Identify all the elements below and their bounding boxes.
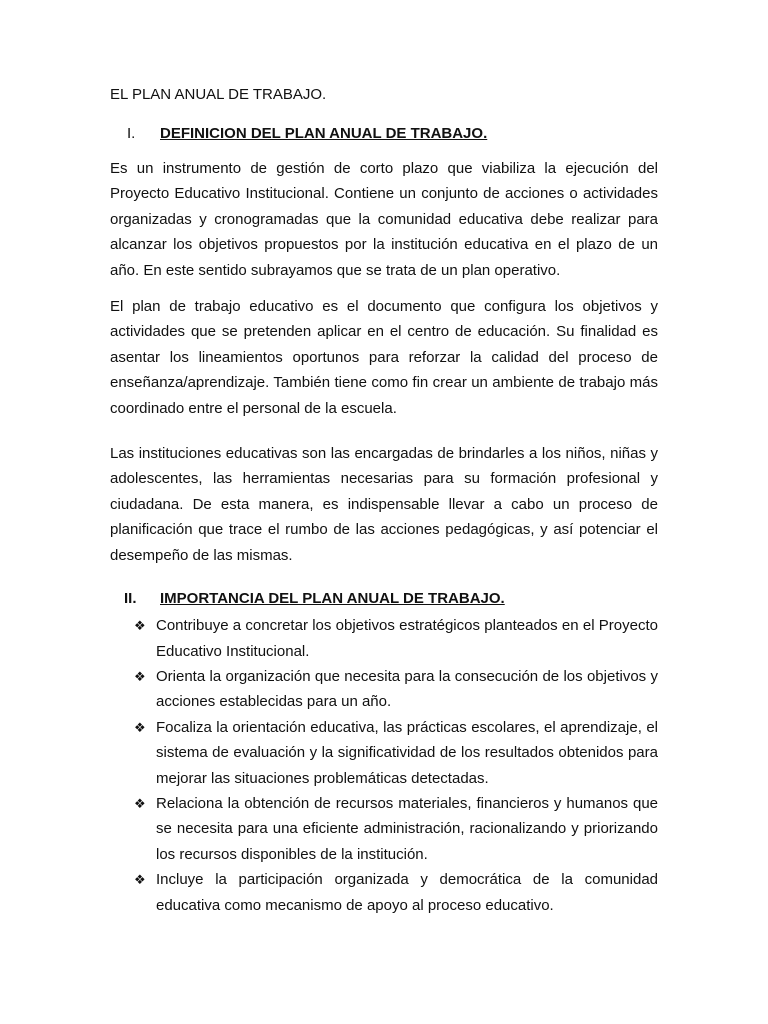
section-2-number: II.	[124, 590, 137, 608]
document-page	[110, 82, 658, 918]
list-item	[110, 867, 658, 918]
section-1-heading	[110, 121, 658, 146]
four-diamond-bullet-icon: ❖	[134, 872, 146, 888]
list-item-text: Focaliza la orientación educativa, las prácticas escolares, el aprendizaje, el sistema de evaluación y la significatividad de los resultados obtenidos para mejorar las situaciones problemáticas detectadas.	[156, 718, 658, 787]
four-diamond-bullet-icon: ❖	[134, 795, 146, 811]
section-1-number: I.	[127, 125, 136, 142]
list-item	[110, 791, 658, 867]
list-item-text: Orienta la organización que necesita para la consecución de los objetivos y acciones establecidas para un año.	[156, 667, 658, 711]
four-diamond-bullet-icon: ❖	[134, 719, 146, 735]
section-1-title: DEFINICION DEL PLAN ANUAL DE TRABAJO.	[160, 125, 488, 142]
list-item-text: Relaciona la obtención de recursos materiales, financieros y humanos que se necesita para una eficiente administración, racionalizando y priorizando los recursos disponibles de la institución.	[156, 794, 658, 863]
four-diamond-bullet-icon: ❖	[134, 668, 146, 684]
list-item	[110, 715, 658, 791]
list-item	[110, 613, 658, 664]
paragraph-2: El plan de trabajo educativo es el documento que configura los objetivos y actividades que se pretenden aplicar en el centro de educación. Su finalidad es asentar los lineamientos oportunos para reforzar la calidad del proceso de enseñanza/aprendizaje. También tiene como fin crear un ambiente de trabajo más coordinado entre el personal de la escuela.	[110, 298, 658, 417]
document-title: EL PLAN ANUAL DE TRABAJO.	[110, 86, 327, 103]
list-item	[110, 664, 658, 715]
section-2-heading	[110, 586, 658, 611]
list-item-text: Contribuye a concretar los objetivos estratégicos planteados en el Proyecto Educativo Institucional.	[156, 617, 658, 660]
list-item-text: Incluye la participación organizada y democrática de la comunidad educativa como mecanismo de apoyo al proceso educativo.	[156, 871, 658, 914]
section-2-title: IMPORTANCIA DEL PLAN ANUAL DE TRABAJO.	[160, 590, 505, 608]
four-diamond-bullet-icon: ❖	[134, 618, 146, 634]
importance-list	[110, 613, 658, 918]
paragraph-1: Es un instrumento de gestión de corto plazo que viabiliza la ejecución del Proyecto Educativo Institucional. Contiene un conjunto de acciones o actividades organizadas y cronogramadas que la comunidad educativa debe realizar para alcanzar los objetivos propuestos por la institución educativa en el plazo de un año. En este sentido subrayamos que se trata de un plan operativo.	[110, 160, 658, 279]
paragraph-3: Las instituciones educativas son las encargadas de brindarles a los niños, niñas y adolescentes, las herramientas necesarias para su formación profesional y ciudadana. De esta manera, es indispensable llevar a cabo un proceso de planificación que trace el rumbo de las acciones pedagógicas, y así potenciar el desempeño de las mismas.	[110, 445, 658, 564]
